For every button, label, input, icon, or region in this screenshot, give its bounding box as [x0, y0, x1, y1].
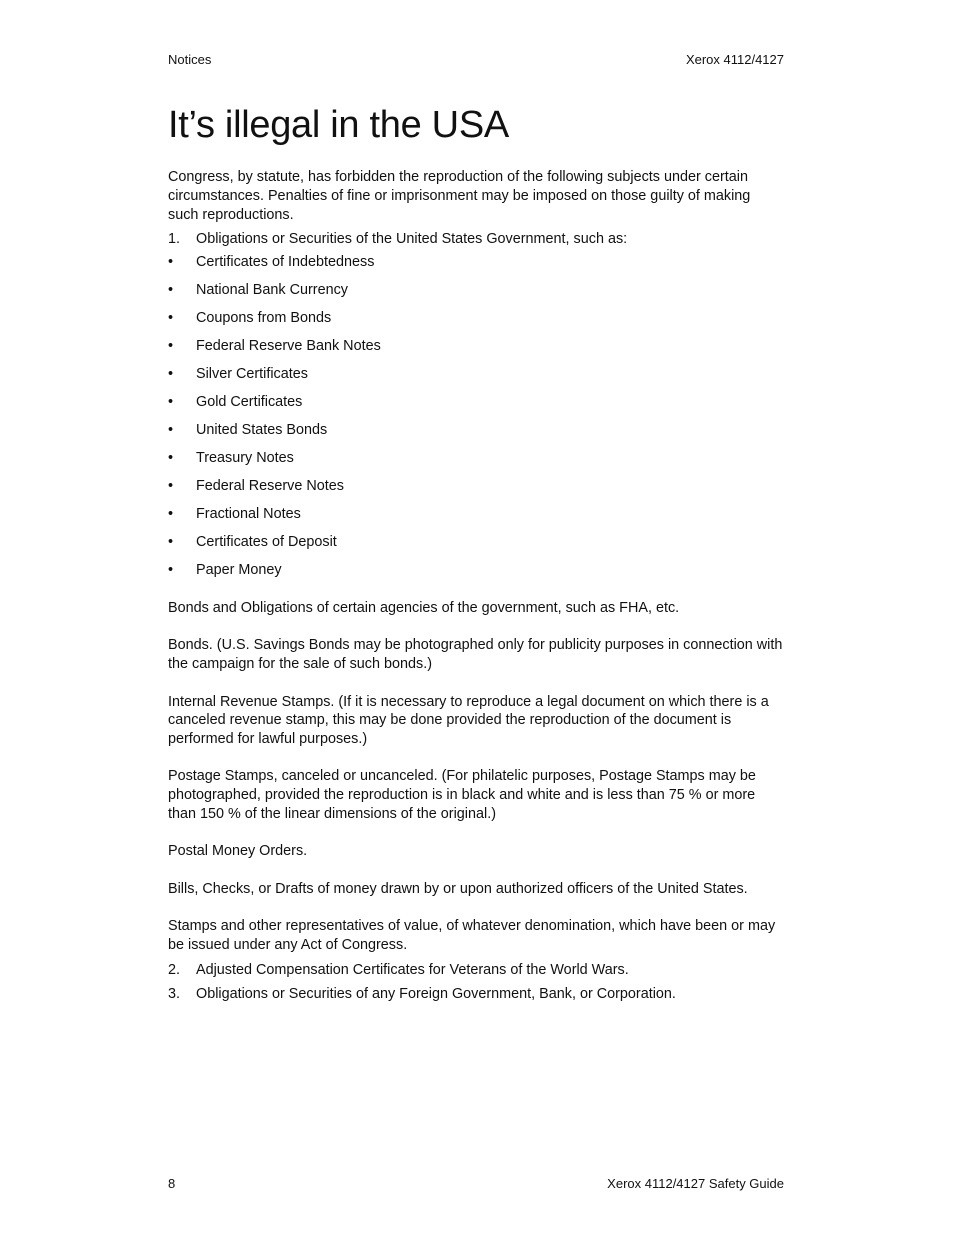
item-text: Obligations or Securities of any Foreign Government, Bank, or Corporation.	[196, 986, 676, 1003]
paragraph: Bonds and Obligations of certain agencies of the government, such as FHA, etc.	[168, 600, 680, 617]
bullet-icon: •	[168, 478, 174, 495]
list-item: • Silver Certificates	[168, 366, 308, 383]
list-item: • Federal Reserve Bank Notes	[168, 338, 381, 355]
bullet-icon: •	[168, 450, 174, 467]
bullet-icon: •	[168, 562, 174, 579]
list-item: • Fractional Notes	[168, 506, 301, 523]
list-item: • Certificates of Indebtedness	[168, 254, 375, 271]
item-text: Obligations or Securities of the United States Government, such as:	[196, 231, 628, 248]
page-header	[168, 52, 784, 68]
item-text: Adjusted Compensation Certificates for Veterans of the World Wars.	[196, 961, 629, 978]
document-body	[168, 168, 784, 1004]
page-footer	[168, 1176, 784, 1192]
paragraph: Bills, Checks, or Drafts of money drawn by or upon authorized officers of the United States.	[168, 880, 748, 897]
list-item: • Gold Certificates	[168, 394, 303, 411]
paragraph: Postage Stamps, canceled or uncanceled. (For philatelic purposes, Postage Stamps may be photographed, provided the reproduction is in black and white and is less than 75 % or more than 150 % of the linear dimensions of the original.)	[168, 768, 756, 823]
paragraph: Stamps and other representatives of value, of whatever denomination, which have been or may be issued under any Act of Congress.	[168, 917, 776, 953]
item-number: 2.	[168, 961, 181, 978]
paragraph: Postal Money Orders.	[168, 843, 308, 860]
item-number: 3.	[168, 986, 181, 1003]
intro-paragraph: Congress, by statute, has forbidden the reproduction of the following subjects under certain circumstances. Penalties of fine or imprisonment may be imposed on those guilty of making such reproductions.	[168, 169, 751, 223]
header-section-name: Notices	[168, 52, 212, 67]
list-item: • United States Bonds	[168, 422, 328, 439]
document-page	[168, 0, 784, 1235]
list-item: • National Bank Currency	[168, 282, 348, 299]
bullet-icon: •	[168, 506, 174, 523]
paragraph: Bonds. (U.S. Savings Bonds may be photographed only for publicity purposes in connection with the campaign for the sale of such bonds.)	[168, 637, 783, 673]
list-item: • Paper Money	[168, 562, 282, 579]
list-item: • Federal Reserve Notes	[168, 478, 344, 495]
bullet-icon: •	[168, 254, 174, 271]
bullet-icon: •	[168, 338, 174, 355]
list-item: • Certificates of Deposit	[168, 534, 337, 551]
list-item: • Coupons from Bonds	[168, 310, 332, 327]
bullet-list	[168, 253, 784, 589]
bullet-icon: •	[168, 366, 174, 383]
numbered-item-2	[168, 961, 784, 980]
page-title: It’s illegal in the USA	[168, 104, 509, 146]
header-product-name: Xerox 4112/4127	[685, 52, 784, 67]
numbered-item-1	[168, 230, 784, 249]
bullet-icon: •	[168, 534, 174, 551]
bullet-icon: •	[168, 394, 174, 411]
paragraph: Internal Revenue Stamps. (If it is necessary to reproduce a legal document on which there is a canceled revenue stamp, this may be done provided the reproduction of the document is performed for lawful purposes.)	[168, 693, 769, 748]
numbered-item-3	[168, 985, 784, 1004]
list-item: • Treasury Notes	[168, 450, 294, 467]
bullet-icon: •	[168, 310, 174, 327]
item-number: 1.	[168, 231, 181, 248]
footer-guide-title: Xerox 4112/4127 Safety Guide	[607, 1176, 784, 1191]
bullet-icon: •	[168, 282, 174, 299]
bullet-icon: •	[168, 422, 174, 439]
page-number: 8	[168, 1176, 176, 1191]
